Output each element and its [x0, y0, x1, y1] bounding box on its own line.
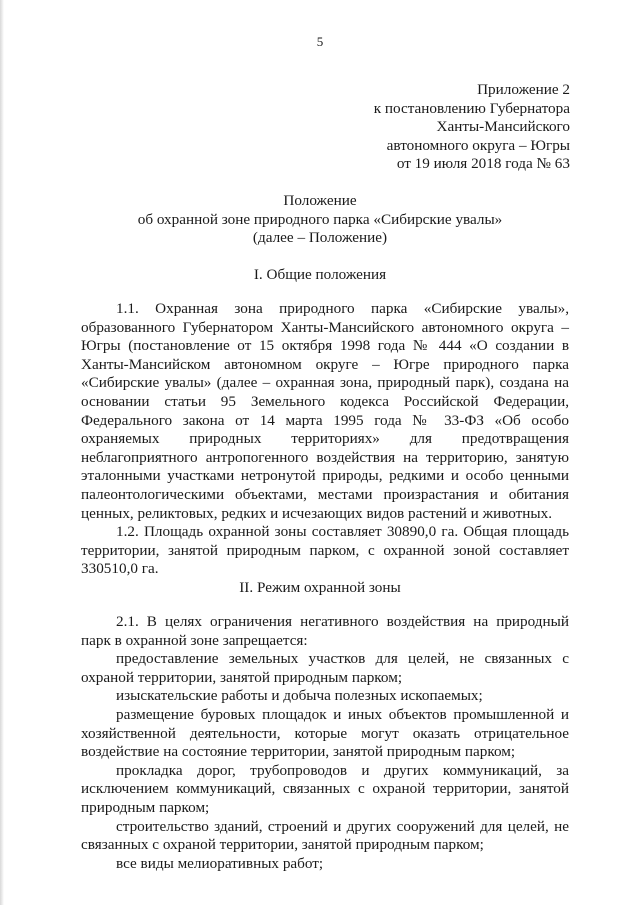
- prohibition-item: размещение буровых площадок и иных объектов промышленной и хозяйственной деятельности, которые могут оказать отрицательное воздействие на состояние территории, занятой природным парком;: [81, 705, 569, 761]
- appendix-line: Приложение 2: [477, 81, 570, 98]
- prohibition-item: изыскательские работы и добыча полезных ископаемых;: [116, 687, 483, 705]
- appendix-line: от 19 июля 2018 года № 63: [396, 155, 570, 173]
- prohibition-item: все виды мелиоративных работ;: [116, 854, 324, 872]
- title-line: Положение: [283, 192, 357, 209]
- prohibition-item: строительство зданий, строений и других сооружений для целей, не связанных с охраной территории, занятой природным парком;: [81, 817, 569, 854]
- prohibition-item: прокладка дорог, трубопроводов и других коммуникаций, за исключением коммуникаций, связанных с охраной территории, занятой природным парком;: [81, 761, 569, 816]
- paragraph-2-1: 2.1. В целях ограничения негативного воздействия на природный парк в охранной зоне запрещается:: [81, 613, 569, 649]
- document-title: [0, 192, 640, 248]
- appendix-line: Ханты-Мансийского: [436, 118, 570, 136]
- title-line: (далее – Положение): [252, 229, 388, 247]
- section-heading-general: I. Общие положения: [253, 266, 387, 283]
- appendix-line: автономного округа – Югры: [386, 136, 570, 154]
- scan-edge-shadow: [0, 0, 4, 905]
- paragraph-1-1: 1.1. Охранная зона природного парка «Сибирские увалы», образованного Губернатором Ханты-Мансийского автономного округа – Югры (постановление от 15 октября 1998 года № 444 «О создании в Ханты-Мансийском автономном округе – Югре природного парка «Сибирские увалы» (далее – охранная зона, природный парк), создана на основании статьи 95 Земельного кодекса Российской Федерации, Федерального закона от 14 марта 1995 года № 33-ФЗ «Об особо охраняемых природных территориях» для предотвращения неблагоприятного антропогенного воздействия на территорию, занятую эталонными участками нетронутой природы, редкими и особо ценными палеонтологическими объектами, местами произрастания и обитания ценных, реликтовых, редких и исчезающих видов растений и животных.: [81, 300, 569, 522]
- section-heading-regime: II. Режим охранной зоны: [239, 579, 401, 596]
- paragraph-1-2: 1.2. Площадь охранной зоны составляет 30890,0 га. Общая площадь территории, занятой природным парком, с охранной зоной составляет 330510,0 га.: [81, 523, 569, 578]
- prohibition-item: предоставление земельных участков для целей, не связанных с охраной территории, занятой природным парком;: [81, 650, 569, 686]
- appendix-line: к постановлению Губернатора: [373, 99, 570, 117]
- section-1-body: [81, 300, 569, 579]
- appendix-header: [374, 81, 570, 174]
- title-line: об охранной зоне природного парка «Сибирские увалы»: [137, 210, 503, 228]
- page-number: 5: [316, 34, 324, 49]
- section-2-body: [81, 613, 569, 873]
